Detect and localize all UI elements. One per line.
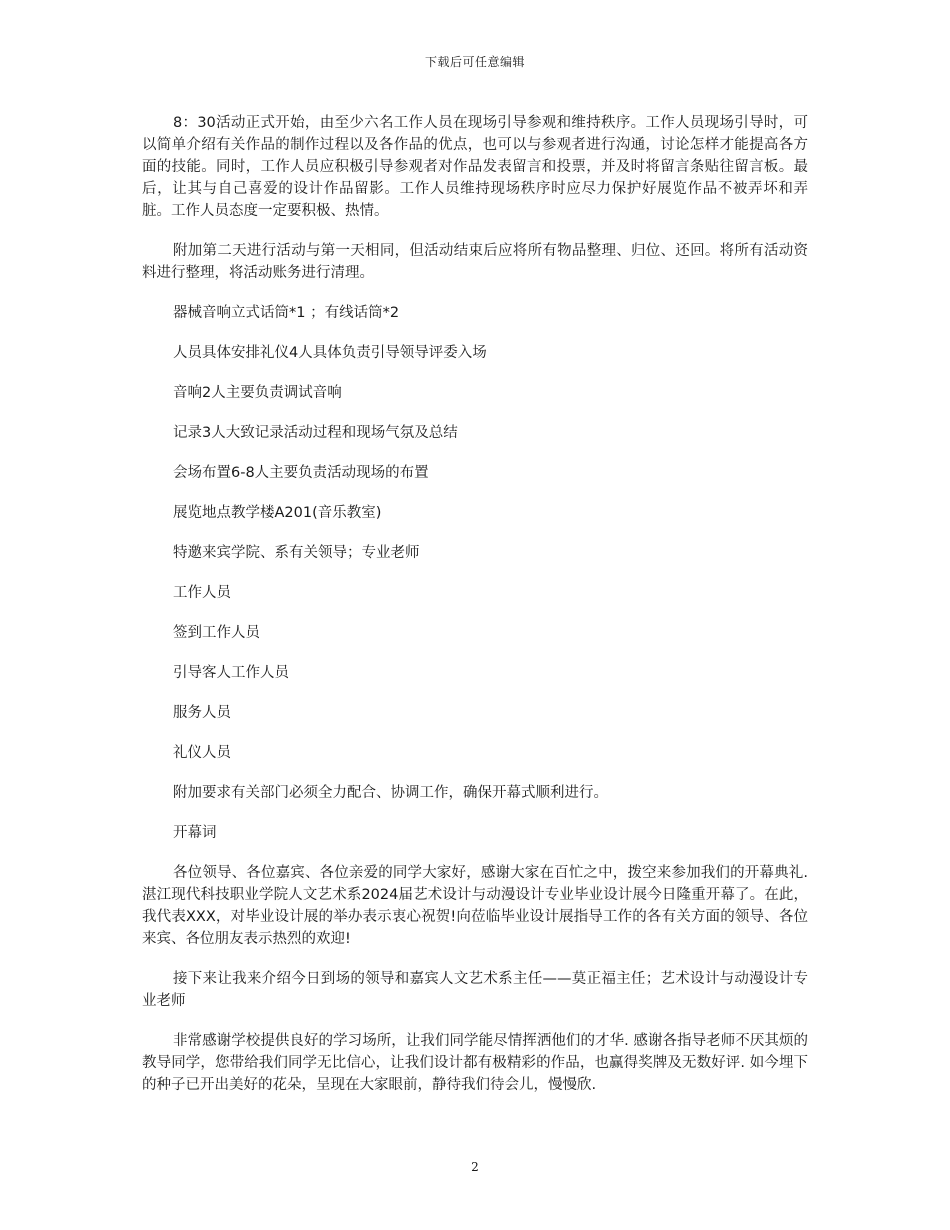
paragraph-equipment: 器械音响立式话筒*1 ；有线话筒*2 (173, 305, 400, 321)
paragraph-exhibition-location: 展览地点教学楼A201(音乐教室) (173, 505, 382, 521)
paragraph-signin-staff: 签到工作人员 (173, 625, 260, 641)
paragraph-thanks: 非常感谢学校提供良好的学习场所，让我们同学能尽情挥洒他们的才华. 感谢各指导老师不厌其烦的教导同学，您带给我们同学无比信心，让我们设计都有极精彩的作品，也赢得奖牌及无数好评. 如今埋下的种子已开出美好的花朵，呈现在大家眼前，静待我们待会儿，慢慢欣. (142, 1033, 808, 1093)
paragraph-audio-staff: 音响2人主要负责调试音响 (173, 385, 342, 401)
paragraph-introduction: 接下来让我来介绍今日到场的领导和嘉宾人文艺术系主任——莫正福主任；艺术设计与动漫设计专业老师 (142, 971, 808, 1009)
paragraph-second-day: 附加第二天进行活动与第一天相同，但活动结束后应将所有物品整理、归位、还回。将所有活动资料进行整理，将活动账务进行清理。 (142, 243, 808, 281)
paragraph-welcome: 各位领导、各位嘉宾、各位亲爱的同学大家好，感谢大家在百忙之中，拨空来参加我们的开幕典礼. 湛江现代科技职业学院人文艺术系2024届艺术设计与动漫设计专业毕业设计展今日隆重开幕了。在此，我代表XXX，对毕业设计展的举办表示衷心祝贺!向莅临毕业设计展指导工作的各有关方面的领导、各位来宾、各位朋友表示热烈的欢迎! (142, 865, 808, 947)
paragraph-venue-setup: 会场布置6-8人主要负责活动现场的布置 (173, 465, 429, 481)
paragraph-opening-schedule: 8：30活动正式开始，由至少六名工作人员在现场引导参观和维持秩序。工作人员现场引导时，可以简单介绍有关作品的制作过程以及各作品的优点，也可以与参观者进行沟通，讨论怎样才能提高各方面的技能。同时，工作人员应积极引导参观者对作品发表留言和投票，并及时将留言条贴往留言板。最后，让其与自己喜爱的设计作品留影。工作人员维持现场秩序时应尽力保护好展览作品不被弄坏和弄脏。工作人员态度一定要积极、热情。 (142, 115, 808, 219)
paragraph-staff: 工作人员 (173, 585, 231, 601)
paragraph-record-staff: 记录3人大致记录活动过程和现场气氛及总结 (173, 425, 458, 441)
page-header: 下载后可任意编辑 (424, 55, 525, 69)
document-body (142, 112, 808, 1114)
paragraph-opening-speech-title: 开幕词 (173, 825, 217, 841)
paragraph-etiquette-staff: 人员具体安排礼仪4人具体负责引导领导评委入场 (173, 345, 487, 361)
page-number: 2 (471, 1160, 479, 1174)
paragraph-ceremony-staff: 礼仪人员 (173, 745, 231, 761)
paragraph-service-staff: 服务人员 (173, 705, 231, 721)
paragraph-requirements: 附加要求有关部门必须全力配合、协调工作，确保开幕式顺利进行。 (173, 785, 608, 801)
paragraph-guide-staff: 引导客人工作人员 (173, 665, 289, 681)
paragraph-special-guests: 特邀来宾学院、系有关领导；专业老师 (173, 545, 420, 561)
